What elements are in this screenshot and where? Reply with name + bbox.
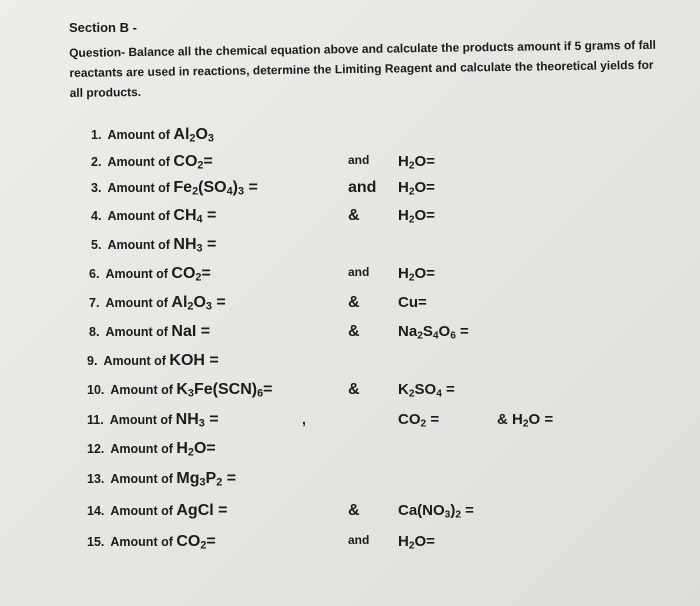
item-reactant bbox=[87, 470, 236, 488]
item-label: Amount of bbox=[105, 325, 172, 339]
product-formula: $H_2O=$ bbox=[398, 153, 435, 172]
item-number: 13. bbox=[87, 472, 105, 486]
item-reactant bbox=[87, 381, 273, 399]
stray-mark: , bbox=[302, 411, 306, 427]
item-label: Amount of bbox=[110, 504, 177, 518]
item-reactant bbox=[91, 179, 258, 197]
item-label: Amount of bbox=[110, 535, 177, 549]
section-title: Section B - bbox=[69, 20, 137, 35]
item-reactant bbox=[87, 352, 219, 370]
item-label: Amount of bbox=[105, 296, 172, 310]
item-reactant bbox=[87, 502, 227, 520]
item-label: Amount of bbox=[107, 209, 174, 223]
reactant-formula: $NH_3$ = bbox=[173, 236, 217, 255]
item-number: 11. bbox=[87, 413, 104, 427]
reactant-formula: $Fe_2(SO_4)_3$ = bbox=[173, 179, 258, 198]
item-reactant bbox=[91, 236, 216, 254]
item-number: 10. bbox=[87, 383, 105, 397]
reactant-formula: NaI = bbox=[171, 323, 211, 340]
product-formula: $H_2O=$ bbox=[398, 179, 435, 198]
conjunction: & bbox=[348, 207, 360, 224]
item-number: 3. bbox=[91, 181, 102, 195]
question-text: Question- Balance all the chemical equation above and calculate the products amount if 5 grams of fall reactants are used in reactions, determine the Limiting Reagent and calculate the theoretical yields for all products. bbox=[69, 37, 656, 100]
reactant-formula: $NH_3$ = bbox=[175, 411, 219, 430]
item-number: 5. bbox=[91, 238, 102, 252]
item-row bbox=[0, 207, 700, 233]
item-reactant bbox=[91, 153, 213, 171]
item-number: 9. bbox=[87, 354, 98, 368]
item-row bbox=[0, 502, 700, 528]
item-row bbox=[0, 440, 700, 466]
conjunction: & bbox=[348, 294, 360, 311]
conjunction: & bbox=[348, 323, 360, 340]
product-formula: $Na_2S_4O_6$ = bbox=[398, 323, 469, 342]
item-row bbox=[0, 126, 700, 152]
conjunction: and bbox=[348, 265, 370, 279]
reactant-formula: $H_2O=$ bbox=[176, 440, 216, 459]
reactant-formula: $Al_2O_3$ bbox=[173, 126, 214, 145]
item-reactant bbox=[89, 323, 210, 341]
item-row bbox=[0, 265, 700, 291]
item-label: Amount of bbox=[107, 181, 174, 195]
product-formula: $CO_2$ = bbox=[398, 411, 440, 430]
item-number: 4. bbox=[91, 209, 102, 223]
item-row bbox=[0, 294, 700, 320]
reactant-formula: AgCl = bbox=[176, 502, 228, 519]
item-reactant bbox=[89, 294, 226, 312]
item-row bbox=[0, 470, 700, 496]
item-label: Amount of bbox=[107, 238, 174, 252]
reactant-formula: $CO_2=$ bbox=[176, 533, 216, 552]
item-label: Amount of bbox=[110, 472, 177, 486]
item-row bbox=[0, 381, 700, 407]
product-formula: $Ca(NO_3)_2$ = bbox=[398, 502, 474, 521]
item-label: Amount of bbox=[107, 128, 174, 142]
item-row bbox=[0, 411, 700, 437]
item-number: 12. bbox=[87, 442, 105, 456]
item-row bbox=[0, 352, 700, 378]
item-row bbox=[0, 153, 700, 179]
product-formula: Cu= bbox=[398, 294, 427, 311]
item-number: 1. bbox=[91, 128, 102, 142]
conjunction: and bbox=[348, 533, 370, 547]
product-formula: $K_2SO_4$ = bbox=[398, 381, 455, 400]
item-label: Amount of bbox=[109, 413, 176, 427]
item-row bbox=[0, 236, 700, 262]
item-reactant bbox=[87, 411, 219, 429]
reactant-formula: KOH = bbox=[169, 352, 219, 369]
conjunction: and bbox=[348, 153, 370, 167]
product-formula: $H_2O=$ bbox=[398, 533, 435, 552]
product-formula: $H_2O=$ bbox=[398, 265, 435, 284]
reactant-formula: $K_3Fe(SCN)_6=$ bbox=[176, 381, 273, 400]
item-reactant bbox=[87, 533, 216, 551]
item-label: Amount of bbox=[103, 354, 170, 368]
item-row bbox=[0, 323, 700, 349]
conjunction: & bbox=[348, 381, 360, 398]
product-formula-2: & $H_2O$ = bbox=[497, 411, 554, 430]
reactant-formula: $Al_2O_3$ = bbox=[171, 294, 226, 313]
item-label: Amount of bbox=[110, 383, 177, 397]
item-number: 6. bbox=[89, 267, 100, 281]
reactant-formula: $CO_2=$ bbox=[173, 153, 213, 172]
item-number: 2. bbox=[91, 155, 102, 169]
item-number: 7. bbox=[89, 296, 100, 310]
item-row bbox=[0, 179, 700, 205]
item-reactant bbox=[87, 440, 216, 458]
item-number: 14. bbox=[87, 504, 105, 518]
item-label: Amount of bbox=[107, 155, 174, 169]
item-number: 8. bbox=[89, 325, 100, 339]
conjunction: and bbox=[348, 179, 377, 196]
item-label: Amount of bbox=[105, 267, 172, 281]
reactant-formula: $Mg_3P_2$ = bbox=[176, 470, 237, 489]
item-reactant bbox=[91, 207, 216, 225]
item-reactant bbox=[89, 265, 211, 283]
conjunction: & bbox=[348, 502, 360, 519]
product-formula: $H_2O=$ bbox=[398, 207, 435, 226]
item-reactant bbox=[91, 126, 214, 144]
item-label: Amount of bbox=[110, 442, 177, 456]
item-row bbox=[0, 533, 700, 559]
reactant-formula: $CO_2=$ bbox=[171, 265, 211, 284]
reactant-formula: $CH_4$ = bbox=[173, 207, 217, 226]
item-number: 15. bbox=[87, 535, 105, 549]
